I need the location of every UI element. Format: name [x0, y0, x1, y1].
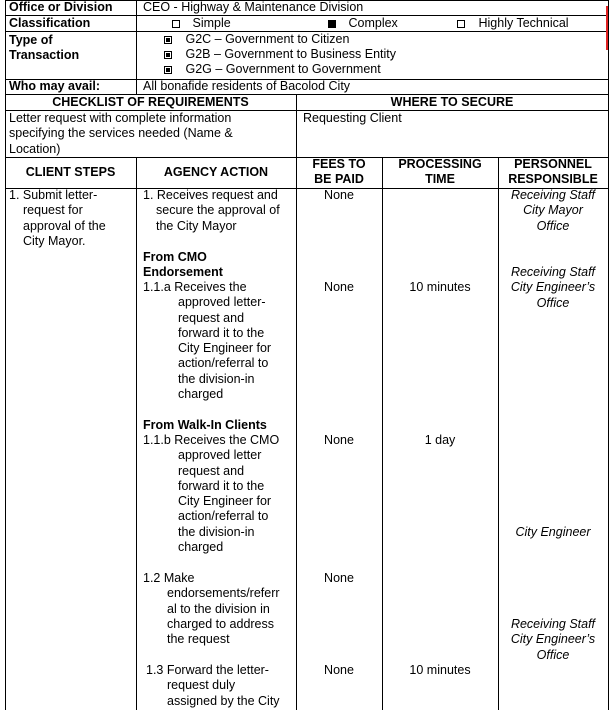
avail-label: Who may avail: — [9, 79, 100, 93]
agency-action-1-3: 1.3 Forward the letter- request duly assigned by the City — [146, 663, 280, 708]
office-value: CEO - Highway & Maintenance Division — [143, 0, 364, 14]
table-border-right — [608, 0, 609, 710]
agency-action-1-1a: 1.1.a Receives the approved letter- request and forward it to the City Engineer for action/referral to the division-in charged — [143, 280, 272, 402]
col-header-processing-time: PROCESSING TIME — [398, 157, 482, 187]
personnel-cell: Receiving Staff City Engineer’s Office — [510, 265, 596, 310]
client-step-1: 1. Submit letter- request for approval of the City Mayor. — [9, 188, 106, 248]
fee-cell: None — [324, 188, 354, 202]
fee-cell: None — [324, 571, 354, 585]
processing-time-cell: 10 minutes — [409, 663, 471, 677]
classification-complex: Complex — [328, 16, 398, 31]
agency-action-1-2: 1.2 Make endorsements/referr al to the division in charged to address the request — [143, 571, 280, 647]
classification-highly-technical: Highly Technical — [457, 16, 569, 31]
col-header-agency-action: AGENCY ACTION — [163, 165, 269, 179]
checkbox-checked-icon — [164, 66, 172, 74]
col-header-fees: FEES TO BE PAID — [312, 157, 366, 187]
office-label: Office or Division — [9, 0, 113, 14]
processing-time-cell: 1 day — [424, 433, 456, 447]
col-header-personnel: PERSONNEL RESPONSIBLE — [508, 157, 598, 187]
personnel-cell: City Engineer — [515, 525, 591, 539]
type-g2b: G2B – Government to Business Entity — [164, 47, 396, 62]
col-header-client-steps: CLIENT STEPS — [25, 165, 116, 179]
fee-cell: None — [324, 280, 354, 294]
personnel-cell: Receiving Staff City Engineer’s Office — [510, 617, 596, 662]
checkbox-filled-icon — [328, 20, 336, 28]
fee-cell: None — [324, 433, 354, 447]
cmo-endorsement-heading: From CMO Endorsement — [143, 250, 223, 280]
checkbox-checked-icon — [164, 36, 172, 44]
agency-action-1: 1. Receives request and secure the approval of the City Mayor — [143, 188, 280, 233]
agency-action-1-1b: 1.1.b Receives the CMO approved letter request and forward it to the City Engineer for action/referral to the division-in charged — [143, 433, 280, 555]
col-divider — [136, 157, 137, 710]
avail-value: All bonafide residents of Bacolod City — [143, 79, 351, 93]
type-g2g: G2G – Government to Government — [164, 62, 381, 77]
col-divider — [136, 0, 137, 94]
checkbox-empty-icon — [172, 20, 180, 28]
type-g2c: G2C – Government to Citizen — [164, 32, 349, 47]
margin-marker — [606, 6, 608, 50]
requirement-text: Letter request with complete information specifying the services needed (Name & Location) — [9, 111, 233, 156]
processing-time-cell: 10 minutes — [409, 280, 471, 294]
classification-simple: Simple — [172, 16, 231, 31]
type-label: Type of Transaction — [9, 33, 80, 63]
personnel-cell: Receiving Staff City Mayor Office — [510, 188, 596, 233]
walk-in-heading: From Walk-In Clients — [143, 418, 267, 432]
checklist-heading: CHECKLIST OF REQUIREMENTS — [52, 95, 249, 109]
checkbox-checked-icon — [164, 51, 172, 59]
fee-cell: None — [324, 663, 354, 677]
where-value: Requesting Client — [303, 111, 402, 125]
classification-label: Classification — [9, 16, 91, 30]
where-heading: WHERE TO SECURE — [390, 95, 514, 109]
checkbox-empty-icon — [457, 20, 465, 28]
